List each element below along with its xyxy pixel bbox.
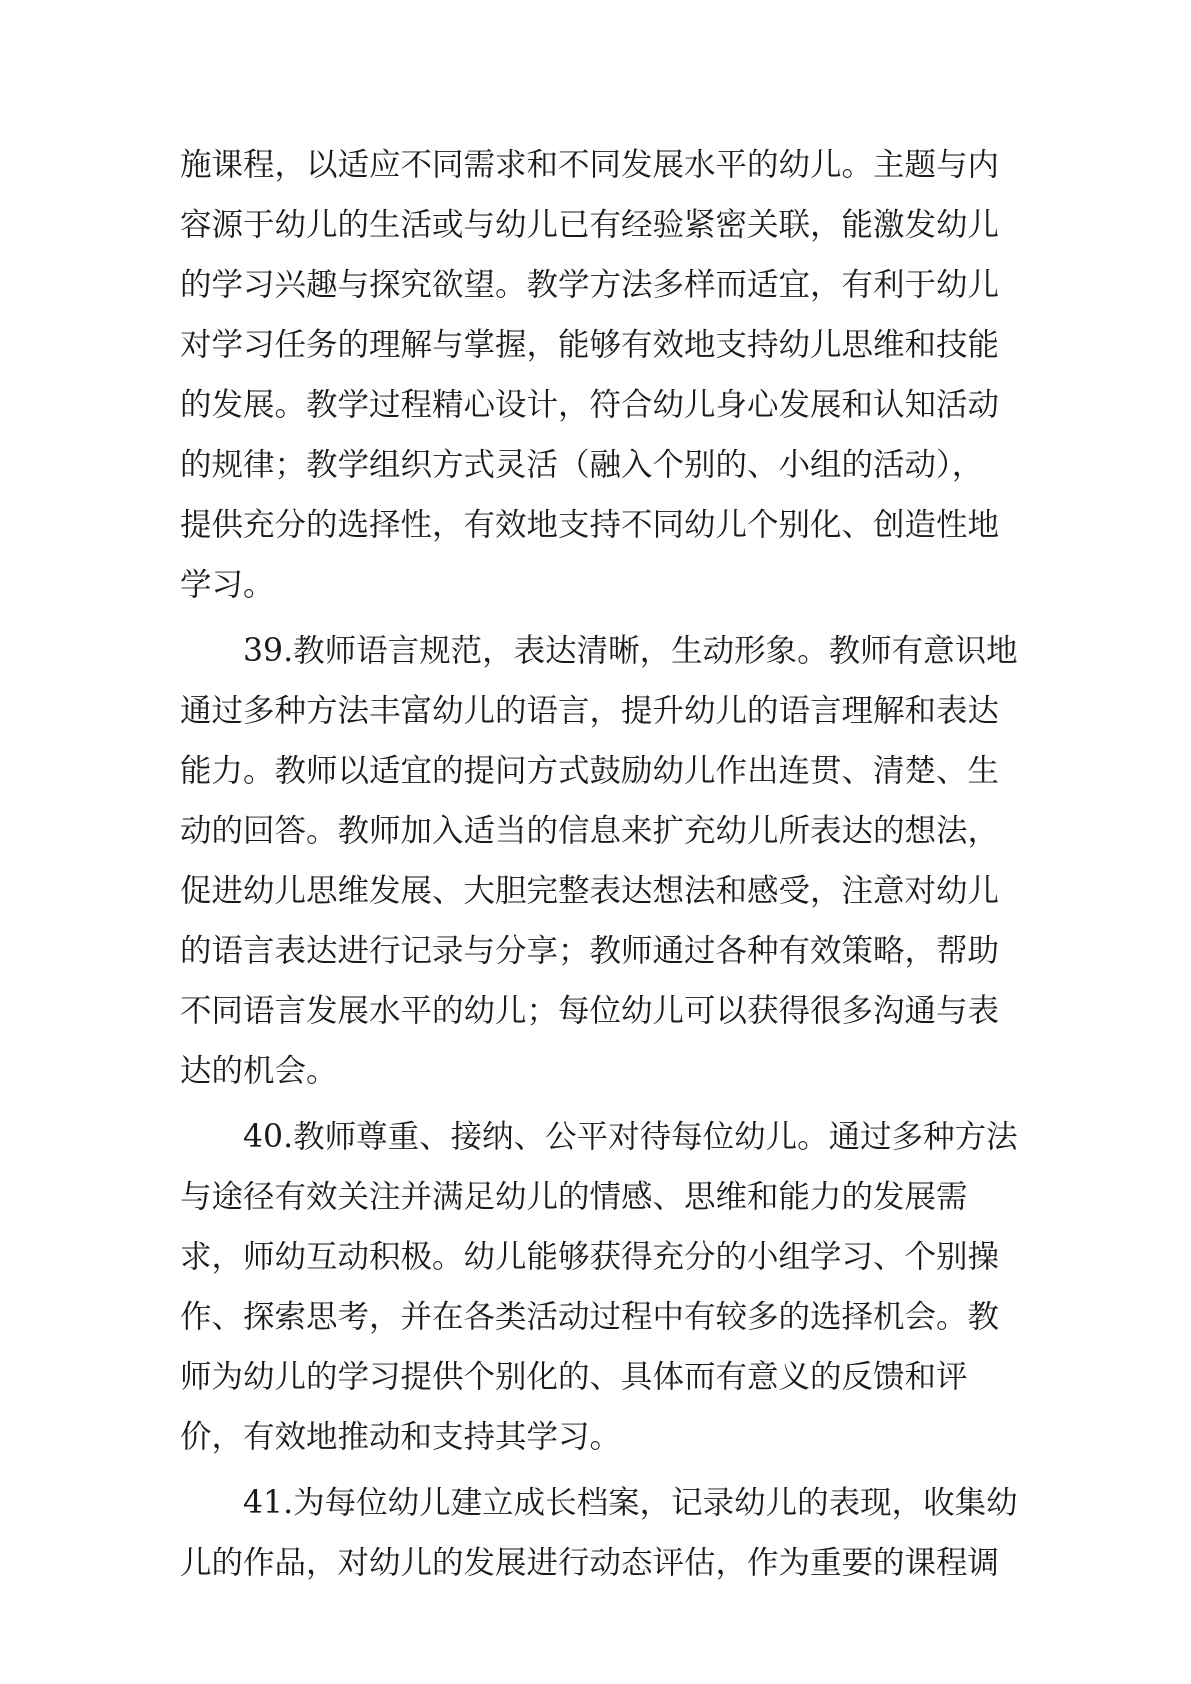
text-line: 价，有效地推动和支持其学习。	[180, 1419, 622, 1455]
text-line: 儿的作品，对幼儿的发展进行动态评估，作为重要的课程调	[180, 1545, 1000, 1581]
text-line: 40.教师尊重、接纳、公平对待每位幼儿。通过多种方法	[243, 1119, 1018, 1155]
text-line: 的规律；教学组织方式灵活（融入个别的、小组的活动），	[180, 447, 984, 483]
text-line: 提供充分的选择性，有效地支持不同幼儿个别化、创造性地	[180, 507, 1000, 543]
text-line: 能力。教师以适宜的提问方式鼓励幼儿作出连贯、清楚、生	[180, 753, 1000, 789]
document-body	[180, 135, 1018, 1593]
text-line: 容源于幼儿的生活或与幼儿已有经验紧密关联，能激发幼儿	[180, 207, 1000, 243]
text-line: 求，师幼互动积极。幼儿能够获得充分的小组学习、个别操	[180, 1239, 1000, 1275]
text-line: 动的回答。教师加入适当的信息来扩充幼儿所表达的想法，	[180, 813, 1000, 849]
text-line: 达的机会。	[180, 1053, 338, 1089]
text-line: 41.为每位幼儿建立成长档案，记录幼儿的表现，收集幼	[243, 1485, 1018, 1521]
text-line: 促进幼儿思维发展、大胆完整表达想法和感受，注意对幼儿	[180, 873, 1000, 909]
text-line: 对学习任务的理解与掌握，能够有效地支持幼儿思维和技能	[180, 327, 1000, 363]
paragraph-continued	[180, 135, 1010, 615]
text-line: 的语言表达进行记录与分享；教师通过各种有效策略，帮助	[180, 933, 1000, 969]
paragraph-39	[180, 621, 1018, 1101]
text-line: 与途径有效关注并满足幼儿的情感、思维和能力的发展需	[180, 1179, 968, 1215]
text-line: 39.教师语言规范，表达清晰，生动形象。教师有意识地	[243, 633, 1018, 669]
text-line: 施课程，以适应不同需求和不同发展水平的幼儿。主题与内	[180, 147, 1000, 183]
text-line: 通过多种方法丰富幼儿的语言，提升幼儿的语言理解和表达	[180, 693, 1000, 729]
text-line: 师为幼儿的学习提供个别化的、具体而有意义的反馈和评	[180, 1359, 968, 1395]
paragraph-41	[180, 1473, 1018, 1593]
paragraph-40	[180, 1107, 1018, 1467]
text-line: 作、探索思考，并在各类活动过程中有较多的选择机会。教	[180, 1299, 1000, 1335]
text-line: 的发展。教学过程精心设计，符合幼儿身心发展和认知活动	[180, 387, 1000, 423]
text-line: 学习。	[180, 567, 275, 603]
text-line: 不同语言发展水平的幼儿；每位幼儿可以获得很多沟通与表	[180, 993, 1000, 1029]
text-line: 的学习兴趣与探究欲望。教学方法多样而适宜，有利于幼儿	[180, 267, 1000, 303]
